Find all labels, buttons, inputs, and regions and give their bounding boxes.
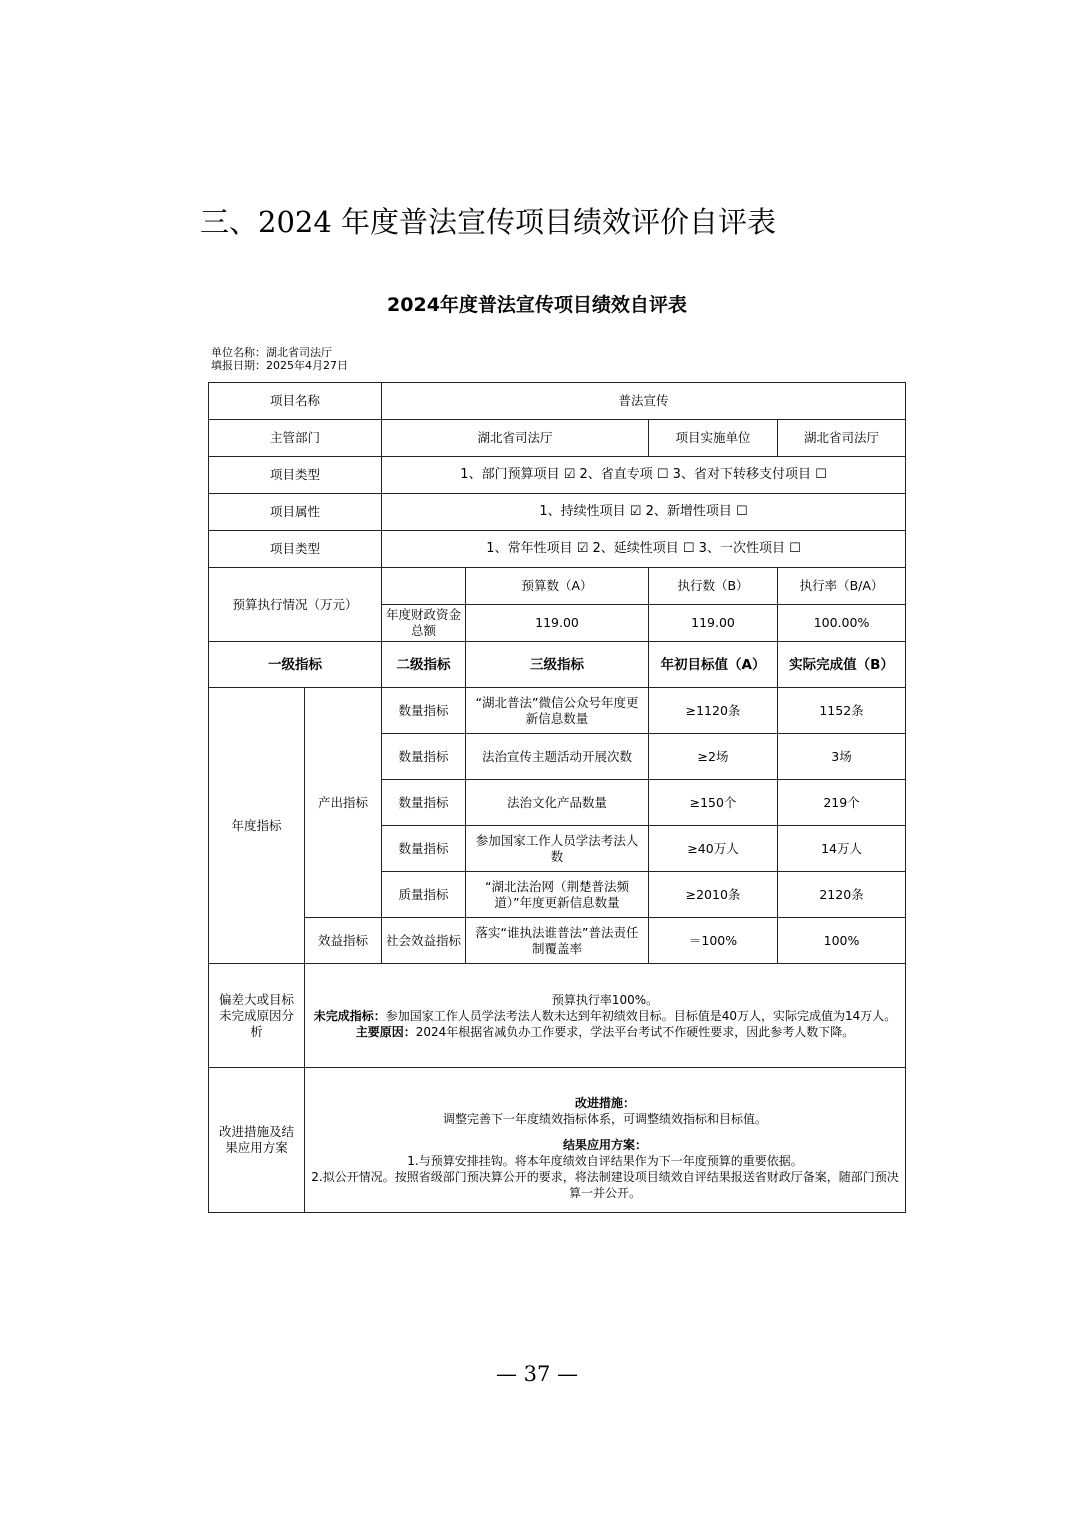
budget-b-value: 119.00 — [649, 605, 778, 642]
indicator-type: 数量指标 — [382, 688, 466, 734]
indicator-actual: 1152条 — [778, 688, 906, 734]
unit-name-line: 单位名称：湖北省司法厅 — [211, 346, 332, 359]
indicator-actual: 3场 — [778, 734, 906, 780]
unfinished-label: 未完成指标： — [313, 1008, 386, 1023]
indicator-target: ≥1120条 — [649, 688, 778, 734]
indicator-target: ≥40万人 — [649, 826, 778, 872]
budget-col-b: 执行数（B） — [649, 568, 778, 605]
reason-label: 主要原因： — [355, 1024, 416, 1039]
annual-indicator-label: 年度指标 — [209, 688, 305, 964]
dept-value: 湖北省司法厅 — [382, 420, 649, 457]
impl-unit-label: 项目实施单位 — [649, 420, 778, 457]
row-project-name — [209, 383, 906, 420]
page-number: — 37 — — [495, 1362, 579, 1386]
row-project-type-2 — [209, 531, 906, 568]
type-label: 项目类型 — [209, 457, 382, 494]
project-name-value: 普法宣传 — [382, 383, 906, 420]
indicator-type: 数量指标 — [382, 780, 466, 826]
section-heading: 三、2024 年度普法宣传项目绩效评价自评表 — [200, 205, 777, 239]
deviation-label: 偏差大或目标未完成原因分析 — [209, 964, 305, 1068]
unfinished-text: 参加国家工作人员学法考法人数未达到年初绩效目标。目标值是40万人，实际完成值为14万人。 — [385, 1008, 897, 1023]
deviation-reason — [309, 1024, 901, 1040]
output-indicator-label: 产出指标 — [305, 688, 382, 918]
indicator-name: 参加国家工作人员学法考法人数 — [466, 826, 649, 872]
indicator-name: 法治文化产品数量 — [466, 780, 649, 826]
indicator-row — [209, 918, 906, 964]
deviation-line1: 预算执行率100%。 — [551, 992, 659, 1007]
row-project-type — [209, 457, 906, 494]
indicator-target: ＝100% — [649, 918, 778, 964]
type2-label: 项目类型 — [209, 531, 382, 568]
indicator-actual: 2120条 — [778, 872, 906, 918]
measures-label: 改进措施： — [575, 1096, 636, 1110]
row-department — [209, 420, 906, 457]
attr-label: 项目属性 — [209, 494, 382, 531]
row-deviation — [209, 964, 906, 1068]
indicator-type: 社会效益指标 — [382, 918, 466, 964]
indicator-name: “湖北法治网（荆楚普法频道）”年度更新信息数量 — [466, 872, 649, 918]
indicator-type: 数量指标 — [382, 734, 466, 780]
budget-col-a: 预算数（A） — [466, 568, 649, 605]
improve-label: 改进措施及结果应用方案 — [209, 1068, 305, 1213]
row-project-attr — [209, 494, 906, 531]
table-title: 2024年度普法宣传项目绩效自评表 — [387, 294, 687, 316]
header-level1: 一级指标 — [209, 642, 382, 688]
budget-empty-cell — [382, 568, 466, 605]
budget-rate-value: 100.00% — [778, 605, 906, 642]
header-level2: 二级指标 — [382, 642, 466, 688]
apply-item-1: 1.与预算安排挂钩。将本年度绩效自评结果作为下一年度预算的重要依据。 — [407, 1154, 803, 1168]
row-improvement — [209, 1068, 906, 1213]
impl-unit-value: 湖北省司法厅 — [778, 420, 906, 457]
indicator-row — [209, 688, 906, 734]
indicator-type: 质量指标 — [382, 872, 466, 918]
project-name-label: 项目名称 — [209, 383, 382, 420]
budget-label: 预算执行情况（万元） — [209, 568, 382, 642]
benefit-indicator-label: 效益指标 — [305, 918, 382, 964]
header-actual: 实际完成值（B） — [778, 642, 906, 688]
measures-text: 调整完善下一年度绩效指标体系，可调整绩效指标和目标值。 — [443, 1112, 768, 1126]
performance-evaluation-table — [208, 382, 906, 1213]
deviation-content — [305, 964, 906, 1068]
improve-content — [305, 1068, 906, 1213]
indicator-name: “湖北普法”微信公众号年度更新信息数量 — [466, 688, 649, 734]
reason-text: 2024年根据省减负办工作要求，学法平台考试不作硬性要求，因此参考人数下降。 — [415, 1024, 855, 1039]
type-value: 1、部门预算项目 ☑ 2、省直专项 ☐ 3、省对下转移支付项目 ☐ — [382, 457, 906, 494]
header-level3: 三级指标 — [466, 642, 649, 688]
indicator-actual: 14万人 — [778, 826, 906, 872]
row-indicator-headers — [209, 642, 906, 688]
apply-label: 结果应用方案： — [563, 1138, 648, 1152]
indicator-target: ≥2010条 — [649, 872, 778, 918]
indicator-type: 数量指标 — [382, 826, 466, 872]
row-budget-header — [209, 568, 906, 605]
dept-label: 主管部门 — [209, 420, 382, 457]
indicator-name: 落实“谁执法谁普法”普法责任制覆盖率 — [466, 918, 649, 964]
budget-row-label: 年度财政资金总额 — [382, 605, 466, 642]
indicator-actual: 219个 — [778, 780, 906, 826]
budget-a-value: 119.00 — [466, 605, 649, 642]
indicator-actual: 100% — [778, 918, 906, 964]
type2-value: 1、常年性项目 ☑ 2、延续性项目 ☐ 3、一次性项目 ☐ — [382, 531, 906, 568]
apply-item-2: 2.拟公开情况。按照省级部门预决算公开的要求，将法制建设项目绩效自评结果报送省财政厅备案，随部门预决算一并公开。 — [311, 1170, 899, 1200]
attr-value: 1、持续性项目 ☑ 2、新增性项目 ☐ — [382, 494, 906, 531]
budget-col-rate: 执行率（B/A） — [778, 568, 906, 605]
indicator-name: 法治宣传主题活动开展次数 — [466, 734, 649, 780]
header-target: 年初目标值（A） — [649, 642, 778, 688]
report-date-line: 填报日期：2025年4月27日 — [211, 359, 348, 372]
indicator-target: ≥150个 — [649, 780, 778, 826]
deviation-unfinished — [309, 1008, 901, 1024]
indicator-target: ≥2场 — [649, 734, 778, 780]
